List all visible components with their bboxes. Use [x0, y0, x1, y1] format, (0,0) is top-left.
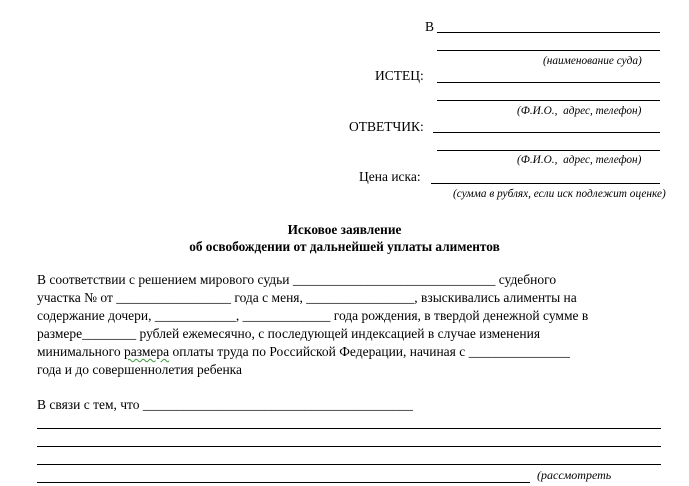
claim-price-line: [431, 183, 660, 184]
defendant-label: ОТВЕТЧИК:: [349, 119, 424, 134]
body-line-2: участка № от _________________ года с меня, ________________, взыскивались алименты на: [37, 290, 577, 305]
body-line-5: [37, 345, 570, 359]
blank-line-2: [37, 446, 661, 447]
body-line-3: содержание дочери, ____________, _____________ года рождения, в твердой денежной сумме в: [37, 308, 589, 323]
court-prefix: В: [425, 19, 435, 34]
plaintiff-line-1: [437, 82, 660, 83]
court-caption: (наименование суда): [543, 55, 642, 67]
blank-line-4: [37, 482, 530, 483]
document-title-line-2: об освобождении от дальнейшей уплаты алиментов: [189, 239, 500, 254]
reason-line: В связи с тем, что ________________________________________: [37, 397, 413, 412]
blank-line-1: [37, 428, 661, 429]
court-name-line-2: [437, 50, 660, 51]
plaintiff-label: ИСТЕЦ:: [375, 68, 424, 83]
consider-note: (рассмотреть: [537, 468, 612, 482]
court-name-line-1: [437, 32, 660, 33]
claim-price-label: Цена иска:: [359, 169, 421, 184]
body-line-5-start: минимального: [37, 344, 124, 359]
body-line-6: года и до совершеннолетия ребенка: [37, 362, 243, 377]
claim-price-caption: (сумма в рублях, если иск подлежит оценке): [453, 188, 666, 200]
defendant-line-1: [433, 132, 660, 133]
body-line-4: размере________ рублей ежемесячно, с последующей индексацией в случае изменения: [37, 326, 541, 341]
blank-line-3: [37, 464, 661, 465]
defendant-caption: (Ф.И.О., адрес, телефон): [517, 154, 642, 166]
plaintiff-line-2: [437, 100, 660, 101]
body-line-5-end: оплаты труда по Российской Федерации, начиная с _______________: [169, 344, 570, 359]
spellcheck-word: размера: [123, 344, 170, 359]
defendant-line-2: [437, 150, 660, 151]
plaintiff-caption: (Ф.И.О., адрес, телефон): [517, 105, 642, 117]
document-title-line-1: Исковое заявление: [287, 222, 402, 237]
body-line-1: В соответствии с решением мирового судьи ______________________________ судебного: [37, 272, 557, 287]
